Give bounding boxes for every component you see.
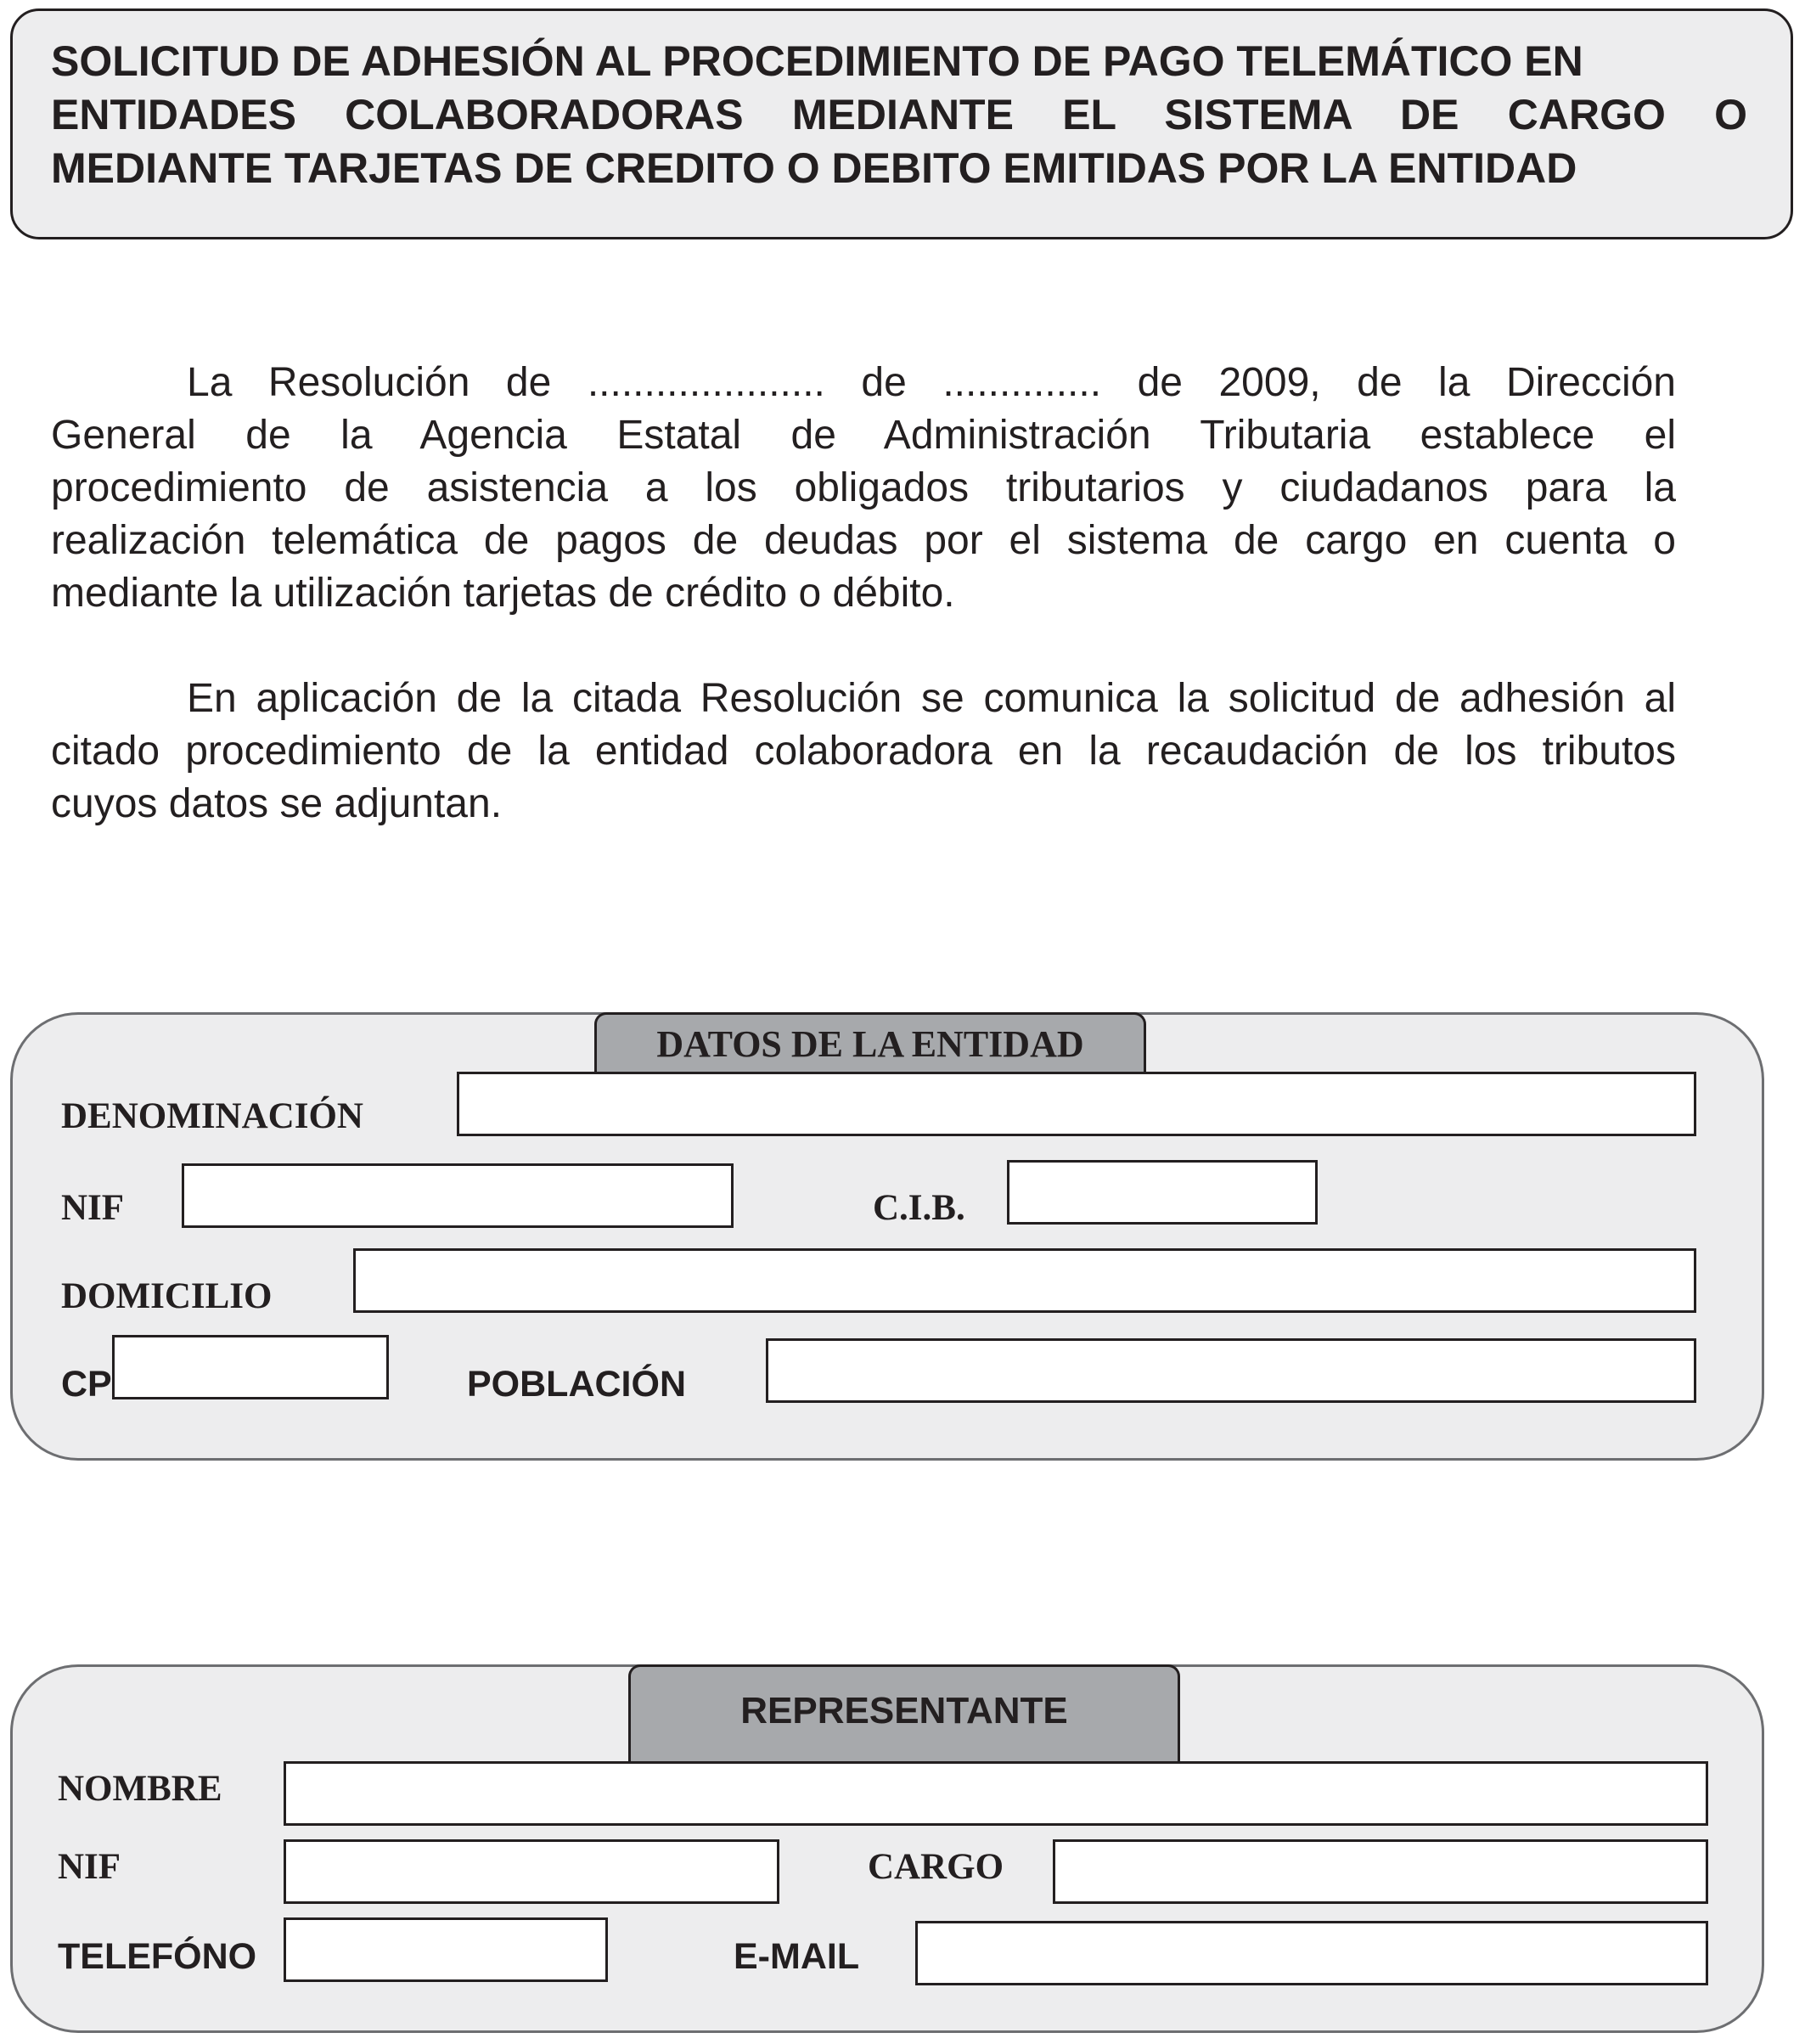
domicilio-label: DOMICILIO: [61, 1276, 273, 1316]
paragraph-2-line-2: citado procedimiento de la entidad colaboradora en la recaudación de los tributos: [51, 729, 1676, 774]
cp-field[interactable]: [112, 1335, 389, 1399]
title-line-2: ENTIDADES COLABORADORAS MEDIANTE EL SISTEMA DE CARGO O: [51, 91, 1747, 138]
title-line-1: SOLICITUD DE ADHESIÓN AL PROCEDIMIENTO DE PAGO TELEMÁTICO EN: [51, 37, 1583, 85]
entidad-nif-label: NIF: [61, 1188, 125, 1228]
title-line-3: MEDIANTE TARJETAS DE CREDITO O DEBITO EMITIDAS POR LA ENTIDAD: [51, 144, 1577, 192]
paragraph-1-line-3: procedimiento de asistencia a los obligados tributarios y ciudadanos para la: [51, 465, 1676, 510]
nombre-field[interactable]: [284, 1761, 1708, 1826]
representante-nif-field[interactable]: [284, 1839, 779, 1904]
representante-nif-label: NIF: [58, 1847, 121, 1887]
entidad-nif-field[interactable]: [182, 1163, 734, 1228]
paragraph-1-line-5: mediante la utilización tarjetas de crédito o débito.: [51, 571, 955, 616]
paragraph-1-line-4: realización telemática de pagos de deudas por el sistema de cargo en cuenta o: [51, 518, 1676, 563]
poblacion-label: POBLACIÓN: [467, 1364, 686, 1405]
cib-label: C.I.B.: [873, 1188, 965, 1228]
paragraph-1-line-1: La Resolución de ..................... de .............. de 2009, de la Dirección: [187, 360, 1676, 405]
paragraph-2-line-1: En aplicación de la citada Resolución se comunica la solicitud de adhesión al: [187, 676, 1676, 721]
nombre-label: NOMBRE: [58, 1769, 222, 1809]
representante-tab: REPRESENTANTE: [628, 1664, 1180, 1761]
cargo-field[interactable]: [1053, 1839, 1708, 1904]
cp-label: CP: [61, 1364, 112, 1405]
entidad-tab: DATOS DE LA ENTIDAD: [594, 1012, 1146, 1072]
paragraph-1-line-2: General de la Agencia Estatal de Administración Tributaria establece el: [51, 413, 1676, 458]
telefono-label: TELEFÓNO: [58, 1936, 257, 1977]
poblacion-field[interactable]: [766, 1338, 1696, 1403]
cib-field[interactable]: [1007, 1160, 1318, 1225]
denominacion-field[interactable]: [457, 1072, 1696, 1136]
domicilio-field[interactable]: [353, 1248, 1696, 1313]
paragraph-2-line-3: cuyos datos se adjuntan.: [51, 781, 503, 826]
telefono-field[interactable]: [284, 1917, 608, 1982]
cargo-label: CARGO: [868, 1847, 1004, 1887]
denominacion-label: DENOMINACIÓN: [61, 1096, 363, 1136]
email-label: E-MAIL: [734, 1936, 860, 1977]
email-field[interactable]: [915, 1921, 1708, 1985]
